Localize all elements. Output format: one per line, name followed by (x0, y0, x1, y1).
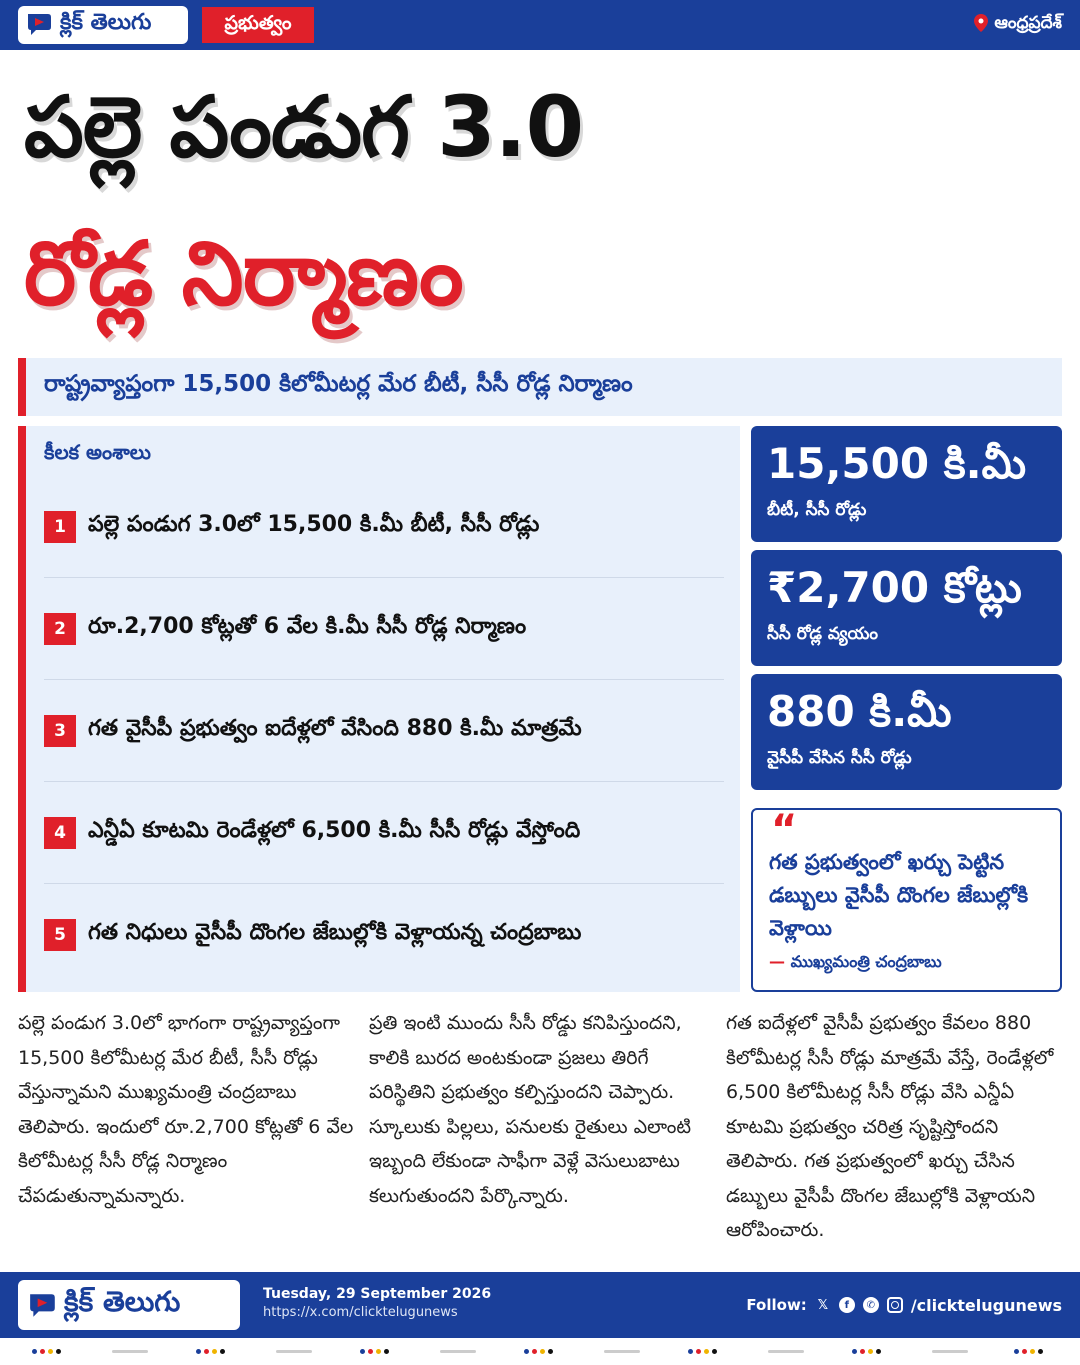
point-number: 1 (44, 511, 76, 543)
body-column-1: పల్లె పండుగ 3.0లో భాగంగా రాష్ట్రవ్యాప్తంగా 15,500 కిలోమీటర్ల మేర బీటీ, సీసీ రోడ్లు వేస్తున్నామని ముఖ్యమంత్రి చంద్రబాబు తెలిపారు. ఇందులో రూ.2,700 కోట్లతో 6 వేల కిలోమీటర్ల సీసీ రోడ్ల నిర్మాణం చేపడుతున్నామన్నారు. (18, 1012, 354, 1207)
key-point (44, 578, 724, 680)
logo-icon (28, 1292, 56, 1318)
category-badge[interactable]: ప్రభుత్వం (202, 7, 314, 43)
whatsapp-icon[interactable]: ✆ (863, 1297, 879, 1313)
point-number: 4 (44, 817, 76, 849)
publish-date: Tuesday, 29 September 2026 (263, 1286, 492, 1302)
body-column-2: ప్రతి ఇంటి ముందు సీసీ రోడ్డు కనిపిస్తుందని, కాలికి బురద అంటకుండా ప్రజలు తిరిగే పరిస్థితిని ప్రభుత్వం కల్పిస్తుందని చెప్పారు. స్కూలుకు పిల్లలు, పనులకు రైతులు ఎలాంటి ఇబ్బంది లేకుండా సాఫీగా వెళ్లే వెసులుబాటు కలుగుతుందని పేర్కొన్నారు. (369, 1012, 692, 1207)
dash-divider (768, 1350, 804, 1353)
social-handle[interactable]: /clicktelugunews (910, 1295, 1062, 1315)
facebook-icon[interactable]: f (839, 1297, 855, 1313)
body-column-3: గత ఐదేళ్లలో వైసీపీ ప్రభుత్వం కేవలం 880 కిలోమీటర్ల సీసీ రోడ్లు మాత్రమే వేస్తే, రెండేళ్లలో 6,500 కిలోమీటర్ల సీసీ రోడ్లు వేసి ఎన్డీఏ కూటమి ప్రభుత్వం చరిత్ర సృష్టిస్తోందని తెలిపారు. గత ప్రభుత్వంలో ఖర్చు చేసిన డబ్బులు వైసీపీ దొంగల జేబుల్లోకి వెళ్లాయని ఆరోపించారు. (726, 1012, 1054, 1241)
footer-bar (0, 1272, 1080, 1338)
quote-dash: — (769, 952, 785, 971)
location-text: ఆంధ్రప్రదేశ్ (994, 13, 1062, 33)
dot-group (196, 1349, 225, 1354)
logo-icon (26, 12, 54, 38)
dash-divider (440, 1350, 476, 1353)
stat-card-ycp-roads (751, 674, 1062, 790)
quote-text: గత ప్రభుత్వంలో ఖర్చు పెట్టిన డబ్బులు వైసీపీ దొంగల జేబుల్లోకి వెళ్లాయి (769, 850, 1029, 940)
location-tag (974, 12, 1062, 38)
dash-divider (276, 1350, 312, 1353)
key-point (44, 680, 724, 782)
key-point (44, 782, 724, 884)
stat-label: వైసీపీ వేసిన సీసీ రోడ్లు (767, 748, 912, 768)
quote-card (751, 808, 1062, 992)
dot-group (524, 1349, 553, 1354)
x-icon[interactable]: 𝕏 (817, 1297, 829, 1313)
point-number: 5 (44, 919, 76, 951)
point-text: గత వైసీపీ ప్రభుత్వం ఐదేళ్లలో వేసింది 880 కి.మీ మాత్రమే (88, 715, 582, 741)
point-text: పల్లె పండుగ 3.0లో 15,500 కి.మీ బీటీ, సీసీ రోడ్లు (88, 511, 540, 537)
point-text: ఎన్డీఏ కూటమి రెండేళ్లలో 6,500 కి.మీ సీసీ రోడ్లు వేస్తోంది (88, 817, 581, 843)
point-number: 2 (44, 613, 76, 645)
stat-value: 880 కి.మీ (767, 687, 952, 736)
decorative-dots-strip (0, 1338, 1080, 1365)
footer-brand-name: క్లిక్ తెలుగు (64, 1285, 181, 1318)
dash-divider (932, 1350, 968, 1353)
dot-group (688, 1349, 717, 1354)
stat-label: బీటీ, సీసీ రోడ్లు (767, 500, 867, 520)
dot-group (852, 1349, 881, 1354)
point-text: గత నిధులు వైసీపీ దొంగల జేబుల్లోకి వెళ్లాయన్న చంద్రబాబు (88, 920, 582, 945)
subtitle-strip: రాష్ట్రవ్యాప్తంగా 15,500 కిలోమీటర్ల మేర బీటీ, సీసీ రోడ్ల నిర్మాణం (18, 358, 1062, 416)
point-number: 3 (44, 715, 76, 747)
dot-group (360, 1349, 389, 1354)
dot-group (32, 1349, 61, 1354)
dash-divider (112, 1350, 148, 1353)
headline-line-1: పల్లె పండుగ 3.0 (24, 78, 584, 176)
key-points-panel (18, 426, 740, 992)
footer-brand-logo[interactable] (18, 1280, 240, 1330)
key-point (44, 884, 724, 986)
instagram-icon[interactable] (887, 1297, 903, 1313)
brand-logo[interactable] (18, 6, 188, 44)
social-follow (746, 1292, 1062, 1318)
brand-name: క్లిక్ తెలుగు (60, 10, 152, 35)
stat-label: సీసీ రోడ్ల వ్యయం (767, 624, 878, 644)
top-bar (0, 0, 1080, 50)
quote-author (769, 952, 942, 975)
key-point (44, 476, 724, 578)
dot-group (1014, 1349, 1043, 1354)
key-points-title: కీలక అంశాలు (44, 440, 151, 464)
stat-card-cost (751, 550, 1062, 666)
location-pin-icon (974, 14, 988, 37)
source-url[interactable]: https://x.com/clicktelugunews (263, 1305, 458, 1320)
quote-author-name: ముఖ్యమంత్రి చంద్రబాబు (790, 952, 942, 971)
stat-value: 15,500 కి.మీ (767, 439, 1027, 488)
stat-value: ₹2,700 కోట్లు (767, 563, 1022, 612)
headline-line-2: రోడ్ల నిర్మాణం (24, 222, 463, 325)
quote-mark-icon: “ (771, 807, 798, 853)
dash-divider (604, 1350, 640, 1353)
point-text: రూ.2,700 కోట్లతో 6 వేల కి.మీ సీసీ రోడ్ల నిర్మాణం (88, 613, 527, 639)
stat-card-total-roads (751, 426, 1062, 542)
follow-label: Follow: (746, 1296, 807, 1314)
